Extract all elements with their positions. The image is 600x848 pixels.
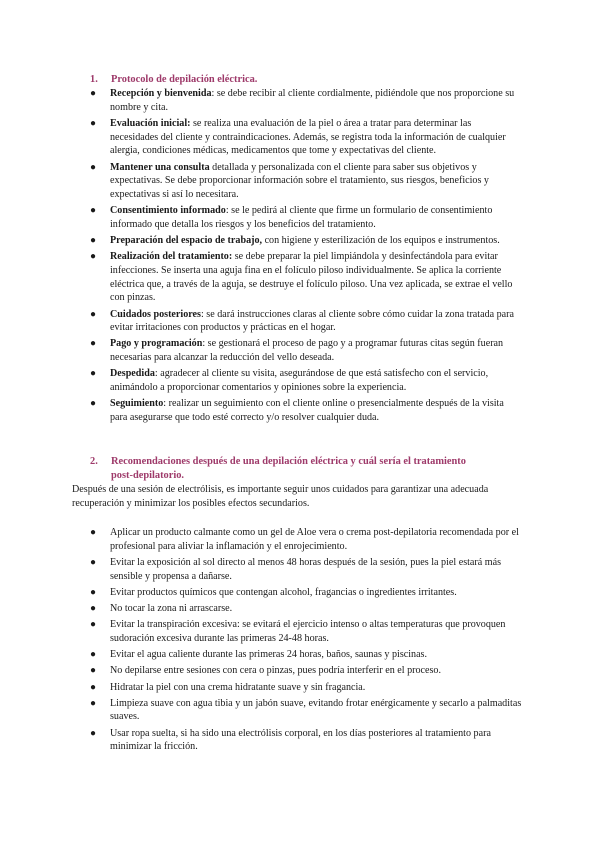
bullet-icon: ● <box>90 205 97 217</box>
recommendation-text: Evitar productos químicos que contengan alcohol, fragancias o ingredientes irritantes. <box>110 586 457 598</box>
bullet-icon: ● <box>90 681 97 693</box>
protocol-item-label: Realización del tratamiento: <box>110 251 233 263</box>
recommendation-text: Aplicar un producto calmante como un gel de Aloe vera o crema post-depilatoria recomendada por el profesional para aliviar la inflamación y el enrojecimiento. <box>110 527 519 552</box>
protocol-item-text: se debe recibir al cliente cordialmente, pidiéndole que nos proporcione su nombre y cita. <box>110 88 515 113</box>
protocol-list-item <box>90 161 520 202</box>
section2-title-line2: post-depilatorio. <box>111 470 185 481</box>
recommendation-list-item <box>90 556 522 583</box>
recommendation-list-item <box>90 526 522 553</box>
bullet-icon: ● <box>90 527 97 538</box>
recommendation-text: No depilarse entre sesiones con cera o pinzas, pues podría interferir en el proceso. <box>110 665 441 677</box>
section2-heading <box>90 455 520 483</box>
bullet-icon: ● <box>90 117 97 129</box>
recommendation-text: Limpieza suave con agua tibia y un jabón suave, evitando frotar enérgicamente y secarlo a palmaditas suaves. <box>110 697 522 723</box>
section1-heading <box>90 73 510 87</box>
section1-title: Protocolo de depilación eléctrica. <box>111 74 258 85</box>
protocol-item-text: se le pedirá al cliente que firme un formulario de consentimiento informado que detalla los riesgos y los beneficios del tratamiento. <box>110 205 493 230</box>
recommendation-text: Evitar la transpiración excesiva: se evitará el ejercicio intenso o altas temperaturas que provoquen sudoración excesiva durante las primeras 24-48 horas. <box>110 619 506 644</box>
recommendation-text: Evitar el agua caliente durante las primeras 24 horas, baños, saunas y piscinas. <box>110 649 428 661</box>
recommendation-list-item <box>90 681 522 695</box>
bullet-icon: ● <box>90 586 97 598</box>
bullet-icon: ● <box>90 665 97 677</box>
protocol-item-label: Cuidados posteriores <box>110 308 201 320</box>
bullet-icon: ● <box>90 619 97 631</box>
bullet-icon: ● <box>90 161 97 173</box>
protocol-item-label: Consentimiento informado <box>110 205 226 217</box>
bullet-icon: ● <box>90 697 97 709</box>
bullet-icon: ● <box>90 398 97 410</box>
protocol-item-text: se debe preparar la piel limpiándola y desinfectándola para evitar infecciones. Se inserta una aguja fina en el folículo piloso individualmente. Se aplica la corriente eléctrica que, a través de la aguja, se destruye el folículo piloso. Una vez aplicada, se extrae el vello con pinzas. <box>110 251 513 304</box>
section2-number: 2. <box>90 456 98 467</box>
protocol-item-separator: : <box>163 398 167 410</box>
section1-number: 1. <box>90 74 98 85</box>
protocol-list-item <box>90 367 520 394</box>
recommendation-list-item <box>90 664 522 678</box>
protocol-list-item <box>90 204 520 231</box>
bullet-icon: ● <box>90 727 97 739</box>
recommendation-list-item <box>90 727 522 754</box>
protocol-list-item <box>90 117 520 158</box>
recommendation-list-item <box>90 697 522 724</box>
protocol-list-item <box>90 337 520 364</box>
recommendation-text: Hidratar la piel con una crema hidratante suave y sin fragancia. <box>110 681 366 693</box>
recommendation-list-item <box>90 618 522 645</box>
protocol-item-text: detallada y personalizada con el cliente para saber sus objetivos y expectativas. Se debe proporcionar información sobre el tratamiento, sus riesgos, beneficios y expectativas si así lo necesitara. <box>110 161 489 200</box>
protocol-item-text: con higiene y esterilización de los equipos e instrumentos. <box>262 235 500 247</box>
section2-intro: Después de una sesión de electrólisis, es importante seguir unos cuidados para garantizar una adecuada recuperación y minimizar los posibles efectos secundarios. <box>72 484 489 509</box>
bullet-icon: ● <box>90 368 97 380</box>
protocol-item-label: Despedida <box>110 368 155 380</box>
recommendation-text: No tocar la zona ni arrascarse. <box>110 603 233 615</box>
recommendation-text: Evitar la exposición al sol directo al menos 48 horas después de la sesión, pues la piel estará más sensible y propensa a dañarse. <box>110 556 502 582</box>
protocol-item-label: Recepción y bienvenida <box>110 88 212 99</box>
recommendation-text: Usar ropa suelta, si ha sido una electrólisis corporal, en los días posteriores al tratamiento para minimizar la fricción. <box>110 727 491 753</box>
recommendation-list-item <box>90 602 522 616</box>
protocol-item-label: Seguimiento <box>110 398 164 410</box>
bullet-icon: ● <box>90 308 97 320</box>
recommendation-list-item <box>90 648 522 662</box>
section2-title <box>111 455 531 483</box>
bullet-icon: ● <box>90 235 97 247</box>
protocol-list-item <box>90 87 520 114</box>
protocol-list <box>90 87 520 427</box>
protocol-list-item <box>90 308 520 335</box>
protocol-item-text: se gestionará el proceso de pago y a programar futuras citas según fueran necesarias para alcanzar la reducción del vello deseada. <box>110 338 504 364</box>
bullet-icon: ● <box>90 251 97 263</box>
protocol-item-label: Pago y programación <box>110 338 203 350</box>
protocol-item-label: Preparación del espacio de trabajo, <box>110 235 263 247</box>
protocol-item-text: realizar un seguimiento con el cliente online o presencialmente después de la visita para asegurarse que todo esté correcto y/o resolver cualquier duda. <box>110 398 504 423</box>
protocol-item-text: agradecer al cliente su visita, asegurándose de que está satisfecho con el servicio, animándolo a proporcionar comentarios y opiniones sobre la experiencia. <box>110 368 489 394</box>
recommendation-list-item <box>90 586 522 600</box>
protocol-item-label: Evaluación inicial: <box>110 117 191 129</box>
bullet-icon: ● <box>90 603 97 615</box>
protocol-item-separator: : <box>202 338 206 350</box>
recommendations-list <box>90 526 522 757</box>
protocol-list-item <box>90 234 520 248</box>
bullet-icon: ● <box>90 556 97 568</box>
protocol-item-separator: : <box>225 205 229 217</box>
protocol-item-separator: : <box>200 308 204 320</box>
protocol-item-text: se dará instrucciones claras al cliente sobre cómo cuidar la zona tratada para evitar irritaciones con productos y prácticas en el hogar. <box>110 308 514 334</box>
bullet-icon: ● <box>90 649 97 661</box>
protocol-item-label: Mantener una consulta <box>110 161 210 173</box>
bullet-icon: ● <box>90 338 97 350</box>
protocol-item-separator: : <box>211 88 215 99</box>
protocol-list-item <box>90 397 520 424</box>
section2-title-line1: Recomendaciones después de una depilación eléctrica y cuál sería el tratamiento <box>111 456 466 467</box>
protocol-item-separator: : <box>154 368 158 380</box>
bullet-icon: ● <box>90 88 97 99</box>
protocol-item-text: se realiza una evaluación de la piel o área a tratar para determinar las necesidades del cliente y contraindicaciones. Además, se registra toda la información de cualquier alergia, condiciones médicas, medicamentos que tome y expectativas del cliente. <box>110 117 506 157</box>
protocol-list-item <box>90 250 520 305</box>
